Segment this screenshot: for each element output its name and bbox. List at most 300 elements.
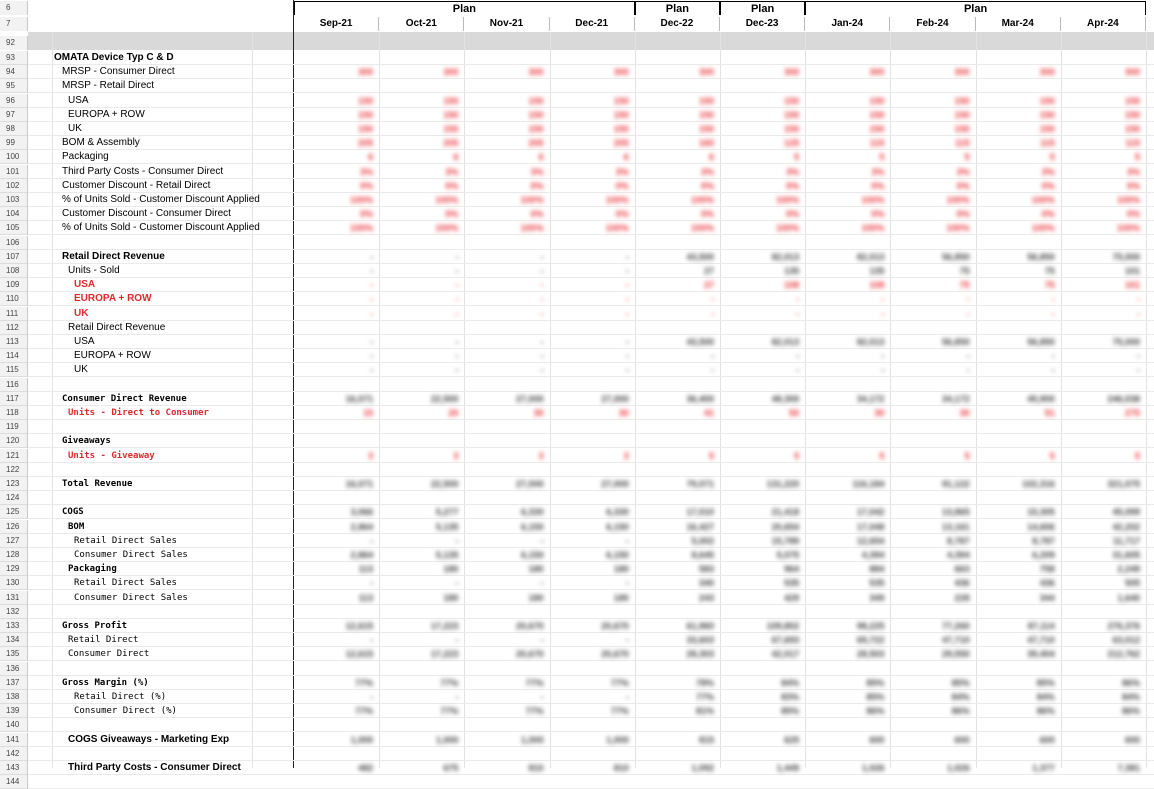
value-cell[interactable]: - [370, 351, 374, 362]
row-number[interactable]: 131 [0, 591, 28, 605]
value-cell[interactable]: 0% [786, 209, 800, 220]
value-cell[interactable]: - [1136, 308, 1140, 319]
value-cell[interactable]: 8,787 [947, 535, 970, 546]
value-cell[interactable]: 3% [1041, 166, 1055, 177]
value-cell[interactable]: 5 [708, 450, 714, 461]
value-cell[interactable]: 86% [866, 706, 885, 717]
value-cell[interactable]: 77% [610, 677, 629, 688]
value-cell[interactable]: 115 [1125, 138, 1140, 149]
value-cell[interactable]: - [455, 535, 459, 546]
value-cell[interactable]: 150 [1124, 95, 1140, 106]
row-label[interactable]: Total Revenue [62, 479, 133, 489]
value-cell[interactable]: 6 [538, 152, 544, 163]
month-header-mar-24[interactable]: Mar-24 [976, 17, 1061, 31]
value-cell[interactable]: 100% [520, 223, 544, 234]
value-cell[interactable]: 67,693 [771, 635, 800, 646]
value-cell[interactable]: 6,150 [521, 521, 544, 532]
value-cell[interactable]: 3 [538, 450, 544, 461]
row-number[interactable]: 132 [0, 605, 28, 619]
value-cell[interactable]: 77,260 [942, 621, 970, 631]
value-cell[interactable]: 56,850 [1027, 251, 1055, 262]
value-cell[interactable]: 150 [613, 95, 629, 106]
value-cell[interactable]: 82,013 [856, 251, 885, 262]
value-cell[interactable]: 150 [954, 124, 970, 134]
value-cell[interactable]: 101 [1124, 266, 1140, 276]
value-cell[interactable]: 6,150 [521, 550, 544, 560]
value-cell[interactable]: - [625, 337, 629, 347]
value-cell[interactable]: 83% [781, 692, 800, 702]
value-cell[interactable]: 75 [1044, 266, 1055, 276]
month-header-oct-21[interactable]: Oct-21 [379, 17, 464, 31]
value-cell[interactable]: 84% [1036, 692, 1055, 702]
value-cell[interactable]: 85% [1036, 677, 1055, 688]
value-cell[interactable]: 150 [954, 95, 970, 106]
value-cell[interactable]: 0% [1041, 180, 1055, 191]
value-cell[interactable]: - [370, 535, 374, 546]
value-cell[interactable]: 243 [698, 592, 714, 603]
row-number-7[interactable]: 7 [0, 17, 28, 31]
value-cell[interactable]: 5 [964, 152, 970, 163]
month-header-apr-24[interactable]: Apr-24 [1061, 17, 1146, 31]
value-cell[interactable]: 78% [695, 677, 714, 688]
value-cell[interactable]: 6 [623, 152, 629, 163]
value-cell[interactable]: 150 [1124, 109, 1140, 120]
value-cell[interactable]: 85% [866, 692, 885, 702]
row-number[interactable]: 142 [0, 747, 28, 761]
value-cell[interactable]: - [455, 337, 459, 347]
value-cell[interactable]: 205 [358, 138, 374, 149]
value-cell[interactable]: 150 [784, 95, 800, 106]
value-cell[interactable]: 100% [350, 223, 374, 234]
value-cell[interactable]: 20,670 [516, 649, 544, 660]
row-number[interactable]: 112 [0, 321, 28, 335]
row-number[interactable]: 102 [0, 179, 28, 193]
value-cell[interactable]: 39,404 [1027, 649, 1055, 660]
value-cell[interactable]: - [796, 308, 800, 319]
value-cell[interactable]: 150 [698, 95, 714, 106]
value-cell[interactable]: - [540, 535, 544, 546]
value-cell[interactable]: - [370, 578, 374, 589]
value-cell[interactable]: - [540, 308, 544, 319]
value-cell[interactable]: 102,316 [1022, 479, 1055, 489]
value-cell[interactable]: - [370, 294, 374, 305]
value-cell[interactable]: 100% [946, 195, 970, 205]
value-cell[interactable]: 16,427 [686, 521, 714, 532]
value-cell[interactable]: 625 [784, 734, 800, 745]
value-cell[interactable]: 3,066 [350, 507, 374, 518]
value-cell[interactable]: 300 [698, 67, 714, 78]
value-cell[interactable]: 0% [956, 180, 970, 191]
row-number[interactable]: 130 [0, 576, 28, 590]
value-cell[interactable]: 321,075 [1107, 479, 1140, 489]
value-cell[interactable]: - [966, 351, 970, 362]
row-number[interactable]: 117 [0, 392, 28, 406]
value-cell[interactable]: 6,330 [606, 507, 629, 518]
row-label[interactable]: Units - Giveaway [68, 450, 155, 461]
value-cell[interactable]: 300 [954, 67, 970, 78]
value-cell[interactable]: 56,850 [942, 337, 970, 347]
value-cell[interactable]: 85% [781, 706, 800, 717]
value-cell[interactable]: 27,000 [601, 479, 629, 489]
value-cell[interactable]: 0% [530, 180, 544, 191]
row-label[interactable]: UK [74, 307, 89, 319]
value-cell[interactable]: 0% [1126, 209, 1140, 220]
value-cell[interactable]: 150 [1039, 95, 1055, 106]
value-cell[interactable]: 56,850 [942, 251, 970, 262]
value-cell[interactable]: 5,075 [776, 550, 800, 560]
value-cell[interactable]: 5 [794, 152, 800, 163]
value-cell[interactable]: - [540, 266, 544, 276]
value-cell[interactable]: 100% [1031, 195, 1055, 205]
value-cell[interactable]: 180 [528, 592, 544, 603]
row-number[interactable]: 105 [0, 221, 28, 235]
value-cell[interactable]: - [710, 308, 714, 319]
value-cell[interactable]: 100% [605, 195, 629, 205]
value-cell[interactable]: 79,071 [686, 479, 714, 489]
value-cell[interactable]: 20,670 [516, 621, 544, 631]
value-cell[interactable]: 300 [443, 67, 459, 78]
value-cell[interactable]: 4,394 [861, 550, 885, 560]
value-cell[interactable]: - [625, 578, 629, 589]
value-cell[interactable]: 3% [700, 166, 714, 177]
value-cell[interactable]: - [625, 365, 629, 376]
value-cell[interactable]: 3 [623, 450, 629, 461]
row-label[interactable]: Consumer Direct (%) [74, 706, 177, 717]
value-cell[interactable]: 22,500 [430, 393, 459, 404]
row-label[interactable]: UK [74, 364, 88, 376]
value-cell[interactable]: 150 [784, 124, 800, 134]
value-cell[interactable]: 429 [784, 592, 800, 603]
value-cell[interactable]: 150 [443, 109, 459, 120]
value-cell[interactable]: 6,330 [521, 507, 544, 518]
value-cell[interactable]: - [455, 351, 459, 362]
value-cell[interactable]: 15,305 [1027, 507, 1055, 518]
value-cell[interactable]: 205 [613, 138, 629, 149]
value-cell[interactable]: 84% [951, 692, 970, 702]
value-cell[interactable]: 5,002 [691, 535, 714, 546]
value-cell[interactable]: 36,400 [686, 393, 714, 404]
value-cell[interactable]: 20,654 [771, 521, 800, 532]
value-cell[interactable]: 2,864 [350, 550, 374, 560]
value-cell[interactable]: 663 [954, 564, 970, 575]
row-number[interactable]: 108 [0, 264, 28, 278]
value-cell[interactable]: - [540, 251, 544, 262]
value-cell[interactable]: - [540, 280, 544, 291]
row-number[interactable]: 104 [0, 207, 28, 221]
value-cell[interactable]: 7,381 [1117, 763, 1140, 773]
value-cell[interactable]: 340 [698, 578, 714, 589]
value-cell[interactable]: 4,394 [947, 550, 970, 560]
row-label[interactable]: Units - Sold [68, 265, 120, 276]
row-label[interactable]: BOM & Assembly [62, 137, 140, 149]
value-cell[interactable]: - [1136, 365, 1140, 376]
value-cell[interactable]: 16,071 [345, 393, 374, 404]
value-cell[interactable]: 69,722 [856, 635, 885, 646]
row-label[interactable]: Giveaways [62, 436, 111, 447]
value-cell[interactable]: 27,000 [516, 393, 544, 404]
row-number[interactable]: 140 [0, 718, 28, 732]
row-label[interactable]: Gross Profit [62, 621, 128, 631]
value-cell[interactable]: 1,449 [776, 763, 800, 773]
row-number[interactable]: 109 [0, 278, 28, 292]
row-number[interactable]: 107 [0, 250, 28, 264]
value-cell[interactable]: 77% [525, 677, 544, 688]
value-cell[interactable]: 75,000 [1112, 251, 1140, 262]
value-cell[interactable]: 5,135 [435, 550, 459, 560]
value-cell[interactable]: 6 [708, 152, 714, 163]
value-cell[interactable]: 5 [794, 450, 800, 461]
row-label[interactable]: EUROPA + ROW [74, 293, 152, 305]
value-cell[interactable]: 87,114 [1027, 621, 1055, 631]
value-cell[interactable]: 17,010 [686, 507, 714, 518]
value-cell[interactable]: 2,864 [350, 521, 374, 532]
value-cell[interactable]: 43,500 [686, 251, 714, 262]
value-cell[interactable]: 27 [703, 280, 714, 291]
row-label[interactable]: % of Units Sold - Customer Discount Applied [62, 222, 260, 234]
value-cell[interactable]: 600 [1039, 734, 1055, 745]
value-cell[interactable]: 150 [698, 109, 714, 120]
value-cell[interactable]: 3% [871, 166, 885, 177]
value-cell[interactable]: 0% [1126, 180, 1140, 191]
value-cell[interactable]: - [455, 266, 459, 276]
value-cell[interactable]: 100% [1116, 195, 1140, 205]
value-cell[interactable]: 1,377 [1032, 763, 1055, 773]
value-cell[interactable]: 150 [1124, 124, 1140, 134]
value-cell[interactable]: 300 [784, 67, 800, 78]
value-cell[interactable]: 150 [443, 95, 459, 106]
value-cell[interactable]: 150 [613, 109, 629, 120]
value-cell[interactable]: 48,300 [771, 393, 800, 404]
value-cell[interactable]: 344 [1039, 592, 1055, 603]
value-cell[interactable]: 6,150 [606, 521, 629, 532]
value-cell[interactable]: 150 [528, 95, 544, 106]
value-cell[interactable]: 45,099 [1112, 507, 1140, 518]
value-cell[interactable]: 150 [528, 124, 544, 134]
value-cell[interactable]: 436 [954, 578, 970, 589]
row-number[interactable]: 134 [0, 633, 28, 647]
value-cell[interactable]: 98,225 [856, 621, 885, 631]
value-cell[interactable]: 3% [445, 166, 459, 177]
row-number[interactable]: 114 [0, 349, 28, 363]
value-cell[interactable]: 436 [1039, 578, 1055, 589]
value-cell[interactable]: 300 [358, 67, 374, 78]
value-cell[interactable]: 2,249 [1117, 564, 1140, 575]
value-cell[interactable]: 17,048 [856, 521, 885, 532]
row-number[interactable]: 99 [0, 136, 28, 150]
value-cell[interactable]: 12,654 [856, 535, 885, 546]
row-number[interactable]: 98 [0, 122, 28, 136]
value-cell[interactable]: 535 [869, 578, 885, 589]
value-cell[interactable]: 150 [613, 124, 629, 134]
value-cell[interactable]: 0% [786, 180, 800, 191]
value-cell[interactable]: - [540, 578, 544, 589]
value-cell[interactable]: 11,717 [1112, 535, 1140, 546]
value-cell[interactable]: 113 [358, 564, 374, 575]
value-cell[interactable]: 205 [528, 138, 544, 149]
value-cell[interactable]: - [881, 351, 885, 362]
value-cell[interactable]: 77% [440, 677, 459, 688]
value-cell[interactable]: 246,038 [1107, 393, 1140, 404]
value-cell[interactable]: 20,670 [601, 649, 629, 660]
row-number[interactable]: 137 [0, 676, 28, 690]
value-cell[interactable]: 63,012 [1112, 635, 1140, 646]
value-cell[interactable]: 150 [1039, 109, 1055, 120]
value-cell[interactable]: 86% [1121, 706, 1140, 717]
value-cell[interactable]: 116,184 [852, 479, 885, 489]
row-number[interactable]: 96 [0, 94, 28, 108]
value-cell[interactable]: 100% [861, 223, 885, 234]
value-cell[interactable]: 5 [1049, 152, 1055, 163]
value-cell[interactable]: 810 [528, 763, 544, 773]
value-cell[interactable]: - [966, 294, 970, 305]
value-cell[interactable]: 100% [946, 223, 970, 234]
value-cell[interactable]: 33,603 [686, 635, 714, 646]
row-label[interactable]: Retail Direct Revenue [62, 250, 165, 262]
value-cell[interactable]: 6 [453, 152, 459, 163]
value-cell[interactable]: - [881, 294, 885, 305]
value-cell[interactable]: 675 [443, 763, 459, 773]
value-cell[interactable]: 275 [1124, 408, 1140, 418]
value-cell[interactable]: 47,710 [942, 635, 970, 646]
value-cell[interactable]: 1,092 [691, 763, 714, 773]
value-cell[interactable]: 8,645 [691, 550, 714, 560]
value-cell[interactable]: 109,802 [766, 621, 800, 631]
value-cell[interactable]: 0% [871, 180, 885, 191]
value-cell[interactable]: - [540, 294, 544, 305]
value-cell[interactable]: 5 [1134, 450, 1140, 461]
value-cell[interactable]: 41 [703, 408, 714, 418]
row-label[interactable]: USA [74, 336, 95, 347]
row-number[interactable]: 143 [0, 761, 28, 775]
value-cell[interactable]: - [796, 351, 800, 362]
value-cell[interactable]: 29,550 [942, 649, 970, 660]
value-cell[interactable]: 77% [695, 692, 714, 702]
row-number[interactable]: 94 [0, 65, 28, 79]
value-cell[interactable]: 180 [528, 564, 544, 575]
value-cell[interactable]: 84% [781, 677, 800, 688]
month-header-dec-23[interactable]: Dec-23 [720, 17, 805, 31]
value-cell[interactable]: 13,865 [942, 507, 970, 518]
value-cell[interactable]: 180 [443, 564, 459, 575]
row-number[interactable]: 106 [0, 236, 28, 250]
value-cell[interactable]: 100% [776, 223, 800, 234]
value-cell[interactable]: - [625, 351, 629, 362]
value-cell[interactable]: - [455, 635, 459, 646]
value-cell[interactable]: 3 [368, 450, 374, 461]
value-cell[interactable]: 150 [869, 109, 885, 120]
value-cell[interactable]: 30 [533, 408, 544, 418]
row-number[interactable]: 95 [0, 79, 28, 93]
value-cell[interactable]: - [455, 578, 459, 589]
value-cell[interactable]: - [455, 251, 459, 262]
value-cell[interactable]: 150 [528, 109, 544, 120]
value-cell[interactable]: 61,960 [686, 621, 714, 631]
row-number[interactable]: 115 [0, 363, 28, 377]
value-cell[interactable]: - [625, 535, 629, 546]
value-cell[interactable]: 758 [1039, 564, 1055, 575]
value-cell[interactable]: 5 [1049, 450, 1055, 461]
value-cell[interactable]: 228 [954, 592, 970, 603]
value-cell[interactable]: 5 [1134, 152, 1140, 163]
row-number[interactable]: 113 [0, 335, 28, 349]
value-cell[interactable]: 91,122 [942, 479, 970, 489]
value-cell[interactable]: 300 [1039, 67, 1055, 78]
value-cell[interactable]: 100% [435, 223, 459, 234]
value-cell[interactable]: 47,710 [1027, 635, 1055, 646]
value-cell[interactable]: 300 [613, 67, 629, 78]
row-label[interactable]: Consumer Direct [68, 649, 150, 660]
row-label[interactable]: USA [74, 279, 96, 291]
value-cell[interactable]: 27 [703, 266, 714, 276]
month-header-dec-22[interactable]: Dec-22 [635, 17, 720, 31]
value-cell[interactable]: 27,000 [516, 479, 544, 489]
row-number[interactable]: 135 [0, 647, 28, 661]
row-label[interactable]: Retail Direct Sales [74, 535, 177, 546]
value-cell[interactable]: - [625, 635, 629, 646]
value-cell[interactable]: 100% [776, 195, 800, 205]
month-header-sep-21[interactable]: Sep-21 [294, 17, 379, 31]
value-cell[interactable]: 3% [615, 166, 629, 177]
row-label[interactable]: Packaging [62, 151, 109, 163]
row-number[interactable]: 128 [0, 548, 28, 562]
row-label[interactable]: COGS Giveaways - Marketing Exp [68, 733, 230, 745]
value-cell[interactable]: 600 [1124, 734, 1140, 745]
row-label[interactable]: Consumer Direct Sales [74, 550, 188, 560]
value-cell[interactable]: 113 [358, 592, 374, 603]
row-number[interactable]: 118 [0, 406, 28, 420]
value-cell[interactable]: - [455, 294, 459, 305]
row-label[interactable]: Packaging [68, 564, 117, 575]
value-cell[interactable]: 150 [358, 109, 374, 120]
value-cell[interactable]: 150 [358, 95, 374, 106]
value-cell[interactable]: 349 [869, 592, 885, 603]
row-label[interactable]: COGS [62, 507, 84, 518]
value-cell[interactable]: - [796, 365, 800, 376]
value-cell[interactable]: 5 [879, 450, 885, 461]
value-cell[interactable]: 17,223 [430, 649, 459, 660]
value-cell[interactable]: - [966, 365, 970, 376]
row-label[interactable]: USA [68, 94, 89, 106]
value-cell[interactable]: 34,172 [856, 393, 885, 404]
row-label[interactable]: Units - Direct to Consumer [68, 408, 209, 418]
value-cell[interactable]: 131,220 [766, 479, 800, 489]
month-header-jan-24[interactable]: Jan-24 [805, 17, 890, 31]
value-cell[interactable]: 20,670 [601, 621, 629, 631]
value-cell[interactable]: - [540, 635, 544, 646]
value-cell[interactable]: 15,789 [771, 535, 800, 546]
value-cell[interactable]: - [625, 294, 629, 305]
value-cell[interactable]: - [625, 308, 629, 319]
value-cell[interactable]: 3% [786, 166, 800, 177]
value-cell[interactable]: 810 [613, 763, 629, 773]
row-number-92[interactable]: 92 [0, 36, 28, 50]
row-number[interactable]: 125 [0, 505, 28, 519]
value-cell[interactable]: 20 [448, 408, 459, 418]
value-cell[interactable]: 17,223 [430, 621, 459, 631]
value-cell[interactable]: 31,605 [1112, 550, 1140, 560]
value-cell[interactable]: 964 [784, 564, 800, 575]
value-cell[interactable]: - [625, 266, 629, 276]
value-cell[interactable]: 160 [698, 138, 714, 149]
value-cell[interactable]: 82,013 [771, 337, 800, 347]
value-cell[interactable]: - [1051, 365, 1055, 376]
value-cell[interactable]: - [1136, 294, 1140, 305]
value-cell[interactable]: 28,503 [856, 649, 885, 660]
value-cell[interactable]: 42,017 [771, 649, 800, 660]
value-cell[interactable]: - [370, 337, 374, 347]
row-number[interactable]: 120 [0, 434, 28, 448]
value-cell[interactable]: 0% [615, 209, 629, 220]
